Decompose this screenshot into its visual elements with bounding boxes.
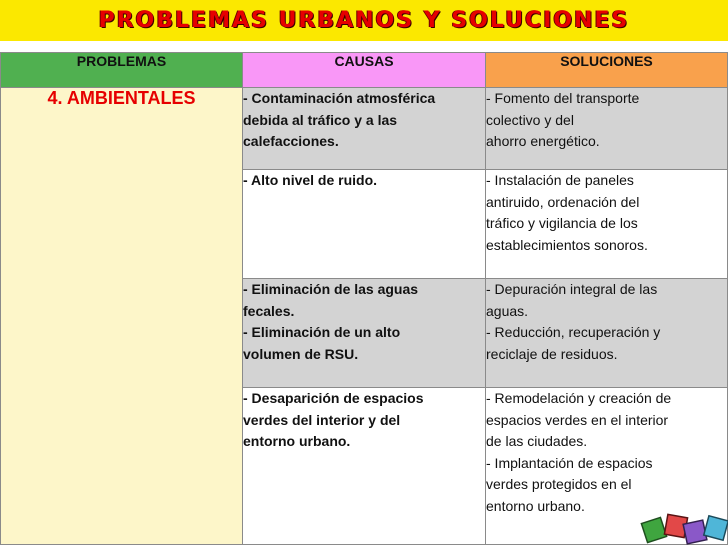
cause-line: verdes del interior y del bbox=[243, 411, 401, 428]
solution-line: - Fomento del transporte bbox=[486, 90, 640, 106]
solution-line: - Depuración integral de las bbox=[486, 281, 658, 297]
solution-line: - Instalación de paneles bbox=[486, 172, 634, 188]
header-causas: CAUSAS bbox=[243, 53, 486, 88]
solution-line: establecimientos sonoros. bbox=[486, 236, 648, 253]
cause-line: fecales. bbox=[243, 302, 295, 319]
cube-logo-icon bbox=[640, 506, 728, 546]
solution-line: tráfico y vigilancia de los bbox=[486, 215, 638, 231]
cause-line: - Eliminación de las aguas bbox=[243, 281, 419, 297]
cause-line: - Alto nivel de ruido. bbox=[243, 172, 378, 188]
header-row bbox=[1, 53, 728, 88]
header-soluciones: SOLUCIONES bbox=[486, 53, 728, 88]
header-problemas: PROBLEMAS bbox=[1, 53, 243, 88]
cause-line: calefacciones. bbox=[243, 133, 339, 149]
solution-line: de las ciudades. bbox=[486, 433, 588, 449]
solution-line: antiruido, ordenación del bbox=[486, 193, 640, 210]
category-label: 4. AMBIENTALES bbox=[47, 88, 196, 108]
cause-cell bbox=[243, 388, 486, 545]
cause-cell bbox=[243, 88, 486, 170]
solution-line: espacios verdes en el interior bbox=[486, 411, 669, 428]
cause-cell bbox=[243, 279, 486, 388]
cause-line: entorno urbano. bbox=[243, 433, 351, 449]
solution-cell bbox=[486, 279, 728, 388]
solution-cell bbox=[486, 170, 728, 279]
problems-table bbox=[0, 52, 728, 545]
solution-line: - Reducción, recuperación y bbox=[486, 324, 661, 340]
solution-line: reciclaje de residuos. bbox=[486, 345, 618, 362]
cause-cell bbox=[243, 170, 486, 279]
solution-line: - Implantación de espacios bbox=[486, 454, 653, 471]
page-title: PROBLEMAS URBANOS Y SOLUCIONES bbox=[98, 8, 630, 33]
cause-line: debida al tráfico y a las bbox=[243, 111, 398, 128]
cause-line: volumen de RSU. bbox=[243, 345, 359, 362]
solution-line: aguas. bbox=[486, 302, 529, 319]
cause-line: - Contaminación atmosférica bbox=[243, 90, 436, 106]
category-cell bbox=[1, 88, 243, 545]
cause-line: - Desaparición de espacios bbox=[243, 390, 424, 406]
title-banner bbox=[0, 0, 728, 41]
solution-line: ahorro energético. bbox=[486, 133, 600, 149]
solution-line: entorno urbano. bbox=[486, 497, 585, 514]
solution-line: - Remodelación y creación de bbox=[486, 390, 672, 406]
cause-line: - Eliminación de un alto bbox=[243, 324, 401, 340]
table-row bbox=[1, 88, 728, 170]
solution-line: colectivo y del bbox=[486, 111, 574, 128]
solution-cell bbox=[486, 88, 728, 170]
solution-line: verdes protegidos en el bbox=[486, 476, 632, 492]
